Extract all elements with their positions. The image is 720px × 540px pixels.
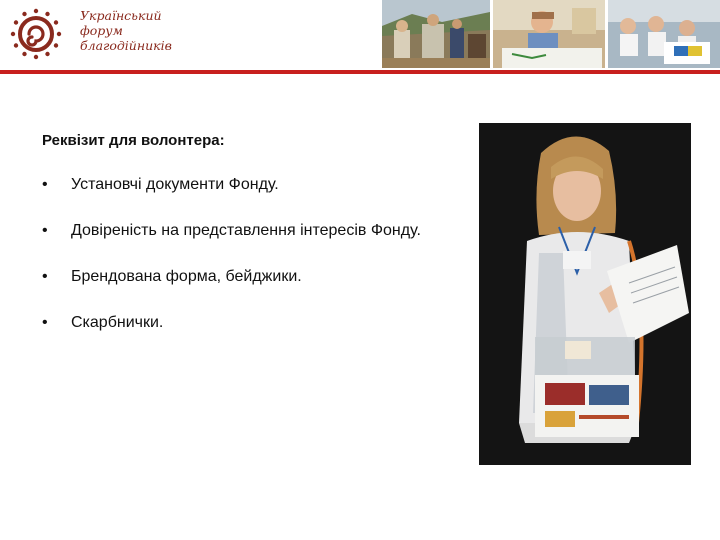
volunteer-photo	[479, 123, 691, 465]
bullet-marker: •	[42, 222, 48, 239]
bullet-item	[42, 221, 462, 241]
bullet-text: Довіреність на представлення інтересів Фонду.	[71, 222, 421, 239]
org-name-line-2: форум	[80, 23, 123, 38]
org-name-line-1: Український	[80, 8, 162, 23]
logo-emblem-icon	[10, 8, 62, 60]
photo-village	[382, 0, 490, 68]
bullet-text: Брендована форма, бейджики.	[71, 268, 302, 285]
org-name-line-3: благодійників	[80, 38, 172, 53]
photo-child-drawing	[493, 0, 605, 68]
bullet-marker: •	[42, 314, 48, 331]
bullet-text: Скарбнички.	[71, 314, 164, 331]
slide-content	[42, 132, 462, 359]
bullet-list	[42, 175, 462, 333]
bullet-item	[42, 175, 462, 195]
bullet-marker: •	[42, 176, 48, 193]
bullet-item	[42, 267, 462, 287]
header-divider	[0, 70, 720, 74]
organization-name	[80, 8, 190, 53]
photo-children-class	[608, 0, 720, 68]
header-photo-strip	[382, 0, 720, 68]
bullet-item	[42, 313, 462, 333]
slide-header	[0, 0, 720, 72]
bullet-marker: •	[42, 268, 48, 285]
bullet-text: Установчі документи Фонду.	[71, 176, 279, 193]
slide-title: Реквізит для волонтера:	[42, 132, 225, 149]
